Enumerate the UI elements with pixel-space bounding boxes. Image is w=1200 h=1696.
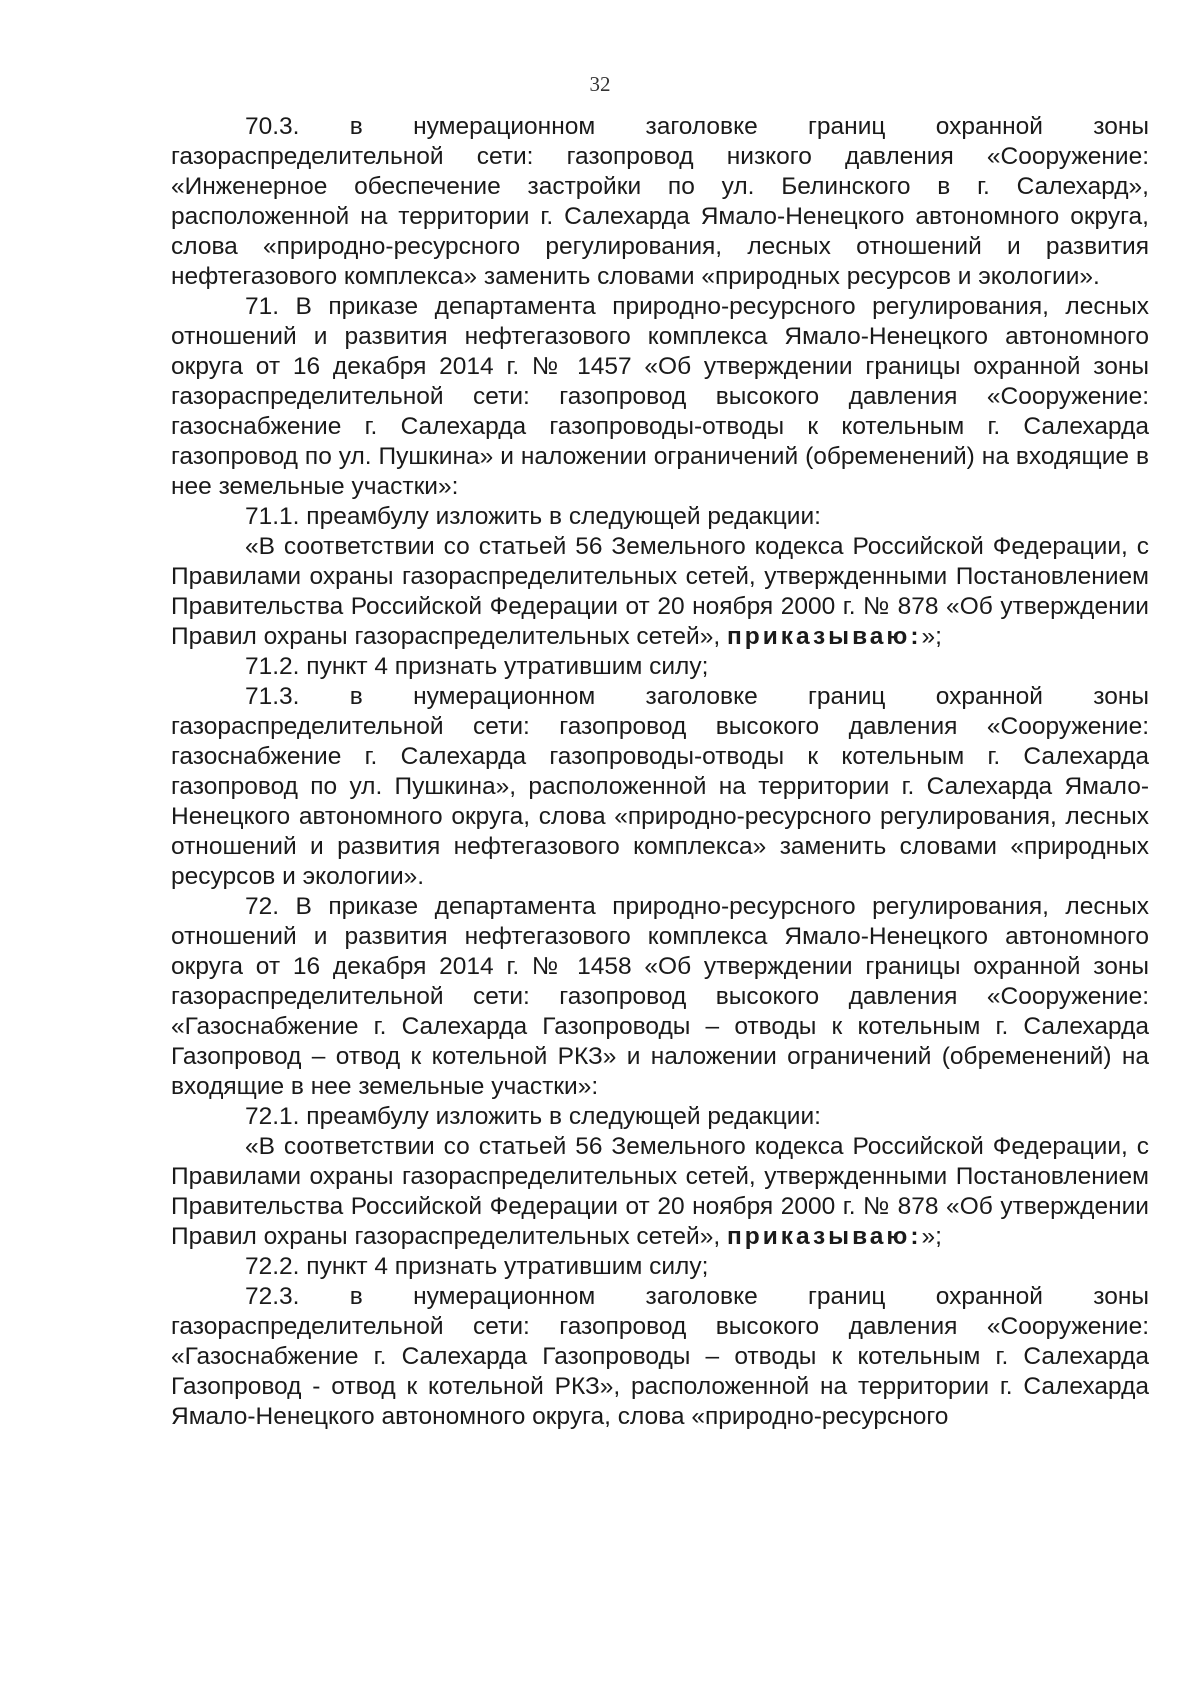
paragraph-71-1 bbox=[171, 502, 1149, 532]
paragraph-71-3 bbox=[171, 682, 1149, 892]
paragraph-text: «В соответствии со статьей 56 Земельного кодекса Российской Федерации, с Правилами охраны газораспределительных сетей, утвержденными Постановлением Правительства Российской Федерации от 20 ноября 2000 г. № 878 «Об утверждении Правил охраны газораспределительных сетей», bbox=[171, 533, 1149, 650]
paragraph-text: 71.2. пункт 4 признать утратившим силу; bbox=[245, 653, 709, 680]
page-number: 32 bbox=[589, 72, 611, 96]
paragraph-71-2 bbox=[171, 652, 1149, 682]
paragraph-closing: »; bbox=[921, 623, 942, 650]
paragraph-text: 70.3. в нумерационном заголовке границ охранной зоны газораспределительной сети: газопровод низкого давления «Сооружение: «Инженерное обеспечение застройки по ул. Белинского в г. Салехард», расположенной на территории г. Салехарда Ямало-Ненецкого автономного округа, слова «природно-ресурсного регулирования, лесных отношений и развития нефтегазового комплекса» заменить словами «природных ресурсов и экологии». bbox=[171, 113, 1149, 290]
paragraph-71 bbox=[171, 292, 1149, 502]
paragraph-72-3 bbox=[171, 1282, 1149, 1432]
paragraph-text: 71.3. в нумерационном заголовке границ охранной зоны газораспределительной сети: газопровод высокого давления «Сооружение: газоснабжение г. Салехарда газопроводы-отводы к котельным г. Салехарда газопровод по ул. Пушкина», расположенной на территории г. Салехарда Ямало-Ненецкого автономного округа, слова «природно-ресурсного регулирования, лесных отношений и развития нефтегазового комплекса» заменить словами «природных ресурсов и экологии». bbox=[171, 683, 1149, 890]
order-word: приказываю: bbox=[726, 623, 922, 650]
paragraph-72-1-preamble bbox=[171, 1132, 1149, 1252]
paragraph-text: 72.2. пункт 4 признать утратившим силу; bbox=[245, 1253, 709, 1280]
order-word: приказываю: bbox=[726, 1223, 922, 1250]
paragraph-text: «В соответствии со статьей 56 Земельного кодекса Российской Федерации, с Правилами охраны газораспределительных сетей, утвержденными Постановлением Правительства Российской Федерации от 20 ноября 2000 г. № 878 «Об утверждении Правил охраны газораспределительных сетей», bbox=[171, 1133, 1149, 1250]
paragraph-text: 72.3. в нумерационном заголовке границ охранной зоны газораспределительной сети: газопровод высокого давления «Сооружение: «Газоснабжение г. Салехарда Газопроводы – отводы к котельным г. Салехарда Газопровод - отвод к котельной РКЗ», расположенной на территории г. Салехарда Ямало-Ненецкого автономного округа, слова «природно-ресурсного bbox=[171, 1283, 1149, 1430]
paragraph-72 bbox=[171, 892, 1149, 1102]
paragraph-72-1 bbox=[171, 1102, 1149, 1132]
paragraph-closing: »; bbox=[921, 1223, 942, 1250]
paragraph-72-2 bbox=[171, 1252, 1149, 1282]
paragraph-text: 71.1. преамбулу изложить в следующей редакции: bbox=[245, 503, 821, 530]
paragraph-71-1-preamble bbox=[171, 532, 1149, 652]
paragraph-text: 72.1. преамбулу изложить в следующей редакции: bbox=[245, 1103, 821, 1130]
paragraph-text: 72. В приказе департамента природно-ресурсного регулирования, лесных отношений и развития нефтегазового комплекса Ямало-Ненецкого автономного округа от 16 декабря 2014 г. № 1458 «Об утверждении границы охранной зоны газораспределительной сети: газопровод высокого давления «Сооружение: «Газоснабжение г. Салехарда Газопроводы – отводы к котельным г. Салехарда Газопровод – отвод к котельной РКЗ» и наложении ограничений (обременений) на входящие в нее земельные участки»: bbox=[171, 893, 1149, 1100]
paragraph-70-3 bbox=[171, 112, 1149, 292]
document-body bbox=[171, 112, 1149, 1432]
paragraph-text: 71. В приказе департамента природно-ресурсного регулирования, лесных отношений и развития нефтегазового комплекса Ямало-Ненецкого автономного округа от 16 декабря 2014 г. № 1457 «Об утверждении границы охранной зоны газораспределительной сети: газопровод высокого давления «Сооружение: газоснабжение г. Салехарда газопроводы-отводы к котельным г. Салехарда газопровод по ул. Пушкина» и наложении ограничений (обременений) на входящие в нее земельные участки»: bbox=[171, 293, 1149, 500]
